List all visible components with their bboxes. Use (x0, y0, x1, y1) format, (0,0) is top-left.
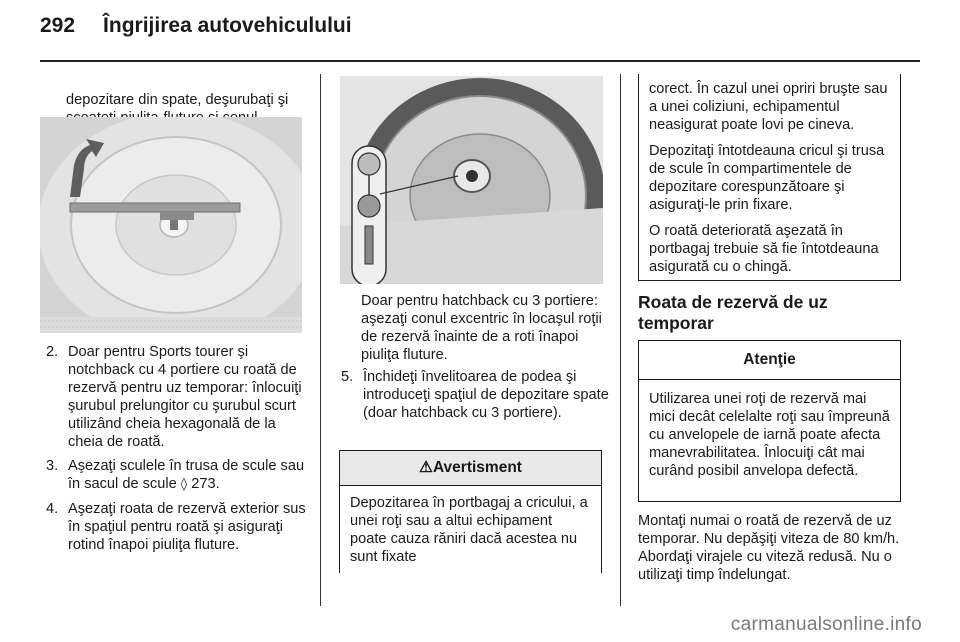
page-number: 292 (40, 14, 76, 37)
page-title: Îngrijirea autovehiculului (103, 14, 352, 37)
warning-triangle-icon: ⚠ (419, 459, 433, 476)
col2-note: Doar pentru hatchback cu 3 portiere: aşezaţi conul excentric în locaşul roţii de rezervă înainte de a roti înapoi piuliţa fluture. (361, 293, 602, 363)
column-divider (620, 74, 621, 606)
list-item: 5. Închideţi învelitoarea de podea şi introduceţi spaţiul de depozitare spate (doar hatchback cu 3 portiere). (341, 369, 609, 421)
section-heading: Roata de rezervă de uz temporar (638, 292, 828, 333)
page-reference-icon: ◊ (180, 477, 188, 492)
warning-text: Depozitarea în portbagaj a cricului, a unei roţi sau a altui echipament poate cauza răniri dacă acestea nu sunt fixate (350, 495, 588, 565)
column-divider (320, 74, 321, 606)
figure-eccentric-cone (340, 76, 603, 284)
caution-text: Utilizarea unei roţi de rezervă mai mici decât celelalte roţi sau împreună cu anvelopele de iarnă poate afecta manevrabilitatea. Înlocuiţi cât mai curând posibil anvelopa defectă. (649, 391, 890, 479)
col1-intro: depozitare din spate, deşurubaţi şi (66, 92, 289, 108)
warning-box-continued: corect. În cazul unei opriri bruşte sau a unei coliziuni, echipamentul neasigurat poate lovi pe cineva. Depozitaţi întotdeauna cricul şi trusa de scule în compartimentele de depozitare corespunzătoare şi asiguraţi-le prin fixare. O roată deteriorată aşezată în portbagaj trebuie să fie întotdeauna asigurată cu o chingă. (638, 74, 901, 281)
watermark: carmanualsonline.info (730, 614, 922, 635)
caution-box (638, 340, 901, 502)
caution-title: Atenţie (639, 341, 900, 380)
col1-steps (46, 343, 308, 560)
list-item: 2. Doar pentru Sports tourer şi notchback cu 4 portiere cu roată de rezervă pentru uz temporar: înlocuiţi şurubul prelungitor cu şurubul scurt utilizând cheia hexagonală de la cheia de roată. (46, 344, 302, 450)
list-item: 4. Aşezaţi roata de rezervă exterior sus în spaţiul pentru roată şi asiguraţi rotind înapoi piuliţa fluture. (46, 501, 306, 553)
col2-step5 (341, 368, 609, 428)
figure-spare-wheel-extension-bolt (40, 117, 302, 333)
warning-box (339, 450, 602, 573)
page-header (40, 14, 352, 38)
col3-after: Montaţi numai o roată de rezervă de uz temporar. Nu depăşiţi viteza de 80 km/h. Abordaţi virajele cu viteză redusă. Nu o utilizaţi timp îndelungat. (638, 513, 900, 583)
header-rule (40, 60, 920, 62)
warning-title: ⚠Avertisment (340, 451, 601, 486)
list-item: 3. Aşezaţi sculele în trusa de scule sau în sacul de scule ◊ 273. (46, 458, 305, 492)
